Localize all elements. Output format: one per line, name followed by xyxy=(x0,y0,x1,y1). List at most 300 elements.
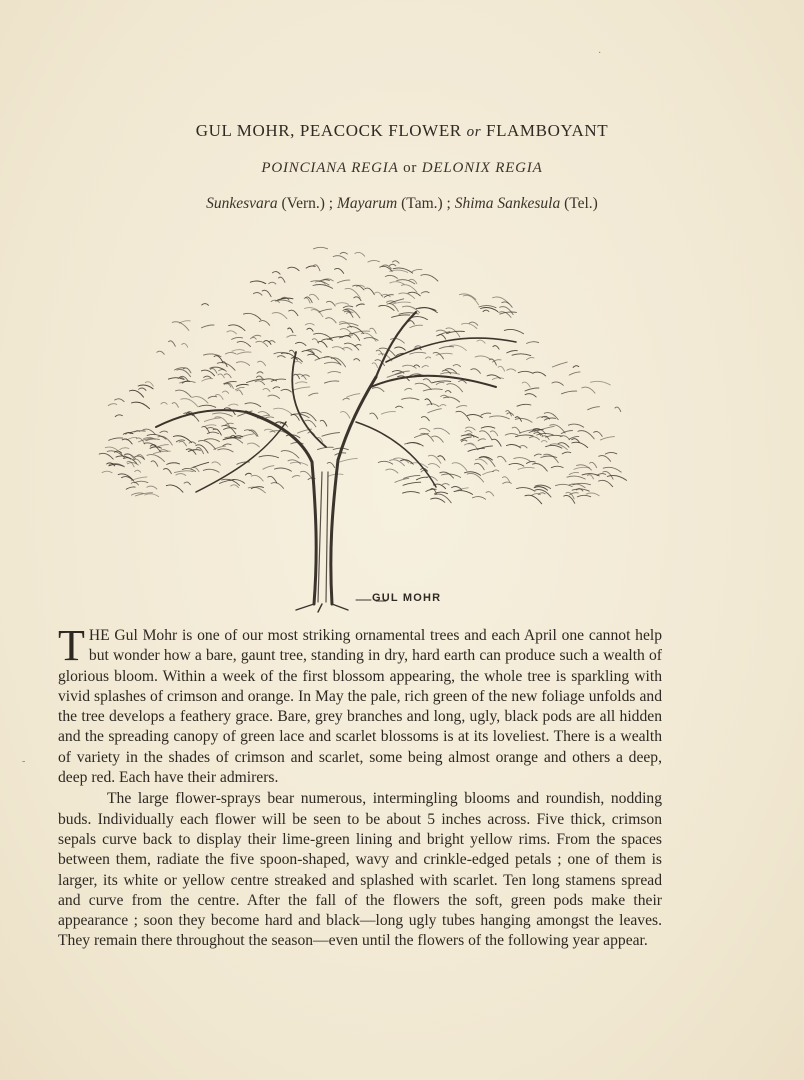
foliage-stroke xyxy=(428,409,442,413)
botanical-name xyxy=(0,160,804,177)
foliage-stroke xyxy=(402,398,419,400)
foliage-stroke xyxy=(227,331,237,334)
foliage-stroke xyxy=(99,453,113,459)
foliage-stroke xyxy=(463,295,478,304)
foliage-stroke xyxy=(393,261,400,263)
foliage-stroke xyxy=(552,382,563,385)
foliage-stroke xyxy=(304,298,310,303)
foliage-stroke xyxy=(574,467,590,469)
foliage-stroke xyxy=(599,455,611,461)
foliage-stroke xyxy=(512,427,520,433)
foliage-stroke xyxy=(475,356,490,359)
foliage-stroke xyxy=(541,440,547,442)
foliage-stroke xyxy=(232,337,243,339)
foliage-stroke xyxy=(615,407,621,412)
foliage-stroke xyxy=(308,354,320,359)
foliage-stroke xyxy=(250,281,265,284)
foliage-stroke xyxy=(461,437,472,440)
foliage-stroke xyxy=(176,390,192,397)
foliage-stroke xyxy=(403,482,421,485)
foliage-stroke xyxy=(403,492,420,494)
foliage-stroke xyxy=(337,280,349,283)
paragraph-1 xyxy=(58,621,662,788)
foliage-stroke xyxy=(414,365,420,367)
foliage-stroke xyxy=(263,466,274,470)
foliage-stroke xyxy=(423,389,442,391)
foliage-stroke xyxy=(341,412,350,419)
foliage-stroke xyxy=(296,342,307,345)
foliage-stroke xyxy=(251,337,257,339)
foliage-stroke xyxy=(251,475,263,481)
foliage-stroke xyxy=(392,315,410,317)
foliage-stroke xyxy=(411,317,427,320)
page-title xyxy=(0,121,804,141)
foliage-stroke xyxy=(340,252,347,254)
foliage-stroke xyxy=(600,437,614,440)
foliage-stroke xyxy=(333,256,346,260)
foliage-stroke xyxy=(229,404,238,406)
foliage-stroke xyxy=(328,371,341,373)
foliage-stroke xyxy=(387,301,396,303)
foliage-stroke xyxy=(306,266,315,268)
foliage-stroke xyxy=(467,473,484,482)
foliage-stroke xyxy=(204,418,220,422)
foliage-stroke xyxy=(109,438,123,440)
foliage-stroke xyxy=(533,464,548,472)
foliage-stroke xyxy=(483,471,494,474)
paragraph-2: The large flower-sprays bear numerous, intermingling blooms and roundish, nodding buds. Individually each flower will be seen to be about 5 inches across. Five thick, crimson sepals curve back to display their lime-green lining and bright yellow rims. From the spaces between them, radiate the five spoon-shaped, wavy and crinkle-edged petals ; one of them is larger, its white or yellow centre streaked and splashed with scarlet. Ten long stamens spread and curve from the centre. After the fall of the flowers the soft, green pods make their appearance ; soon they become hard and black—long ugly tubes hanging amongst the leaves. They remain there throughout the season—even until the flowers of the following year appear. xyxy=(58,790,662,950)
foliage-stroke xyxy=(135,470,141,472)
foliage-stroke xyxy=(153,451,170,454)
foliage-stroke xyxy=(157,351,165,354)
foliage-stroke xyxy=(465,431,472,433)
foliage-stroke xyxy=(439,347,453,349)
foliage-stroke xyxy=(588,407,600,410)
foliage-stroke xyxy=(258,412,269,416)
foliage-stroke xyxy=(527,462,536,464)
foliage-stroke xyxy=(428,455,441,463)
foliage-stroke xyxy=(102,471,112,473)
foliage-stroke xyxy=(288,328,293,333)
foliage-stroke xyxy=(582,387,595,393)
latin-name-1: POINCIANA REGIA xyxy=(261,160,399,176)
page-speck: · xyxy=(598,48,602,59)
foliage-stroke xyxy=(562,452,571,454)
foliage-stroke xyxy=(569,472,578,474)
foliage-stroke xyxy=(247,443,259,447)
foliage-stroke xyxy=(244,313,261,319)
foliage-stroke xyxy=(147,486,157,489)
foliage-stroke xyxy=(204,425,216,427)
title-alt: FLAMBOYANT xyxy=(486,121,609,140)
foliage-stroke xyxy=(517,404,531,406)
foliage-stroke xyxy=(368,260,380,262)
foliage-stroke xyxy=(481,427,495,429)
foliage-stroke xyxy=(196,445,208,453)
foliage-stroke xyxy=(550,425,565,433)
foliage-stroke xyxy=(180,381,196,383)
foliage-stroke xyxy=(232,350,244,352)
foliage-stroke xyxy=(139,388,146,390)
foliage-stroke xyxy=(108,404,117,406)
vern-lang-2: (Tam.) ; xyxy=(401,195,451,212)
foliage-stroke xyxy=(399,293,415,298)
foliage-stroke xyxy=(263,388,270,391)
foliage-stroke xyxy=(258,361,266,365)
title-or: or xyxy=(466,124,482,140)
foliage-stroke xyxy=(401,285,417,293)
foliage-stroke xyxy=(230,436,236,438)
foliage-stroke xyxy=(256,376,262,378)
foliage-stroke xyxy=(245,403,261,407)
foliage-stroke xyxy=(512,354,531,356)
foliage-stroke xyxy=(525,495,542,504)
foliage-stroke xyxy=(172,322,189,331)
foliage-stroke xyxy=(477,340,485,343)
vern-name-2: Mayarum xyxy=(336,195,398,212)
foliage-stroke xyxy=(262,290,271,296)
foliage-stroke xyxy=(515,418,532,422)
foliage-stroke xyxy=(378,461,392,464)
foliage-stroke xyxy=(335,268,344,273)
foliage-stroke xyxy=(590,462,597,467)
latin-or: or xyxy=(403,160,418,176)
foliage-stroke xyxy=(591,381,611,385)
foliage-stroke xyxy=(168,378,183,380)
foliage-stroke xyxy=(605,452,617,454)
foliage-stroke xyxy=(126,487,135,489)
tree-sketch-icon xyxy=(86,222,646,614)
foliage-stroke xyxy=(507,369,516,371)
foliage-stroke xyxy=(466,427,476,430)
foliage-stroke xyxy=(392,371,404,374)
vern-lang-1: (Vern.) ; xyxy=(281,195,334,212)
foliage-stroke xyxy=(288,267,299,270)
foliage-stroke xyxy=(176,474,186,476)
foliage-stroke xyxy=(160,431,168,433)
foliage-stroke xyxy=(395,347,406,350)
foliage-stroke xyxy=(164,469,172,474)
foliage-stroke xyxy=(132,402,150,409)
foliage-stroke xyxy=(414,434,428,438)
foliage-stroke xyxy=(404,476,420,479)
foliage-stroke xyxy=(166,485,183,492)
foliage-stroke xyxy=(407,442,423,446)
foliage-stroke xyxy=(277,356,285,358)
foliage-stroke xyxy=(169,341,176,346)
foliage-stroke xyxy=(269,282,276,284)
foliage-stroke xyxy=(509,463,524,466)
foliage-stroke xyxy=(421,417,429,421)
vern-name-3: Shima Sankesula xyxy=(454,195,561,212)
foliage-stroke xyxy=(370,328,376,333)
foliage-stroke xyxy=(440,404,446,406)
foliage-stroke xyxy=(192,397,208,404)
foliage-stroke xyxy=(546,445,562,448)
foliage-stroke xyxy=(326,301,335,306)
foliage-stroke xyxy=(145,494,159,497)
foliage-stroke xyxy=(481,413,491,415)
foliage-stroke xyxy=(568,424,583,427)
foliage-stroke xyxy=(427,404,439,407)
foliage-stroke xyxy=(302,375,310,377)
foliage-stroke xyxy=(525,388,539,391)
foliage-stroke xyxy=(311,309,323,316)
foliage-stroke xyxy=(480,431,492,440)
foliage-stroke xyxy=(381,412,395,415)
foliage-stroke xyxy=(131,482,138,485)
foliage-stroke xyxy=(444,397,460,402)
foliage-stroke xyxy=(385,275,397,278)
foliage-stroke xyxy=(471,369,481,374)
foliage-stroke xyxy=(490,431,497,436)
foliage-stroke xyxy=(505,434,518,436)
foliage-stroke xyxy=(272,313,287,319)
foliage-stroke xyxy=(395,478,409,482)
foliage-stroke xyxy=(552,362,567,367)
foliage-stroke xyxy=(202,379,213,382)
foliage-stroke xyxy=(551,466,563,468)
illustration-caption: GUL MOHR xyxy=(372,592,442,604)
foliage-stroke xyxy=(490,416,510,419)
foliage-stroke xyxy=(204,376,211,378)
foliage-stroke xyxy=(356,304,364,306)
foliage-stroke xyxy=(415,383,431,389)
foliage-stroke xyxy=(417,477,428,480)
foliage-stroke xyxy=(345,343,359,350)
foliage-stroke xyxy=(259,321,269,326)
foliage-stroke xyxy=(253,293,262,296)
foliage-stroke xyxy=(274,408,292,414)
foliage-stroke xyxy=(587,475,593,479)
foliage-stroke xyxy=(182,343,188,347)
foliage-stroke xyxy=(290,462,307,465)
foliage-stroke xyxy=(172,403,178,408)
foliage-stroke xyxy=(577,495,590,497)
foliage-stroke xyxy=(573,366,579,368)
page-speck: - xyxy=(22,756,26,767)
foliage-stroke xyxy=(287,335,296,337)
foliage-stroke xyxy=(507,351,518,353)
foliage-stroke xyxy=(273,387,280,389)
foliage-stroke xyxy=(115,415,122,417)
foliage-stroke xyxy=(224,374,231,378)
foliage-stroke xyxy=(386,469,398,473)
foliage-stroke xyxy=(291,414,299,420)
foliage-stroke xyxy=(474,463,484,469)
foliage-stroke xyxy=(279,277,286,282)
foliage-stroke xyxy=(223,444,231,446)
foliage-stroke xyxy=(355,252,365,256)
foliage-stroke xyxy=(237,341,250,346)
foliage-stroke xyxy=(514,458,530,462)
foliage-stroke xyxy=(268,395,280,398)
foliage-stroke xyxy=(320,420,327,426)
foliage-stroke xyxy=(493,470,499,472)
foliage-stroke xyxy=(483,310,489,312)
foliage-stroke xyxy=(478,439,485,441)
foliage-stroke xyxy=(318,447,334,449)
foliage-stroke xyxy=(253,335,261,337)
foliage-stroke xyxy=(218,374,224,378)
foliage-stroke xyxy=(256,341,268,346)
foliage-stroke xyxy=(436,382,444,384)
foliage-stroke xyxy=(421,275,438,281)
drop-cap: T xyxy=(58,621,85,670)
foliage-stroke xyxy=(522,382,530,387)
foliage-stroke xyxy=(365,288,374,295)
foliage-stroke xyxy=(245,473,251,475)
foliage-stroke xyxy=(115,399,124,402)
foliage-stroke xyxy=(294,374,300,378)
foliage-stroke xyxy=(326,318,336,323)
foliage-stroke xyxy=(189,442,196,444)
foliage-stroke xyxy=(567,476,585,479)
foliage-stroke xyxy=(445,391,451,393)
vern-name-1: Sunkesvara xyxy=(206,195,278,212)
foliage-stroke xyxy=(340,329,351,334)
foliage-stroke xyxy=(431,498,445,502)
foliage-stroke xyxy=(438,335,446,340)
foliage-stroke xyxy=(212,462,221,465)
foliage-stroke xyxy=(438,456,445,460)
foliage-stroke xyxy=(281,389,291,392)
foliage-stroke xyxy=(305,323,314,325)
foliage-stroke xyxy=(408,321,414,324)
foliage-stroke xyxy=(387,304,398,312)
foliage-stroke xyxy=(372,388,384,392)
article-body xyxy=(58,621,662,952)
foliage-stroke xyxy=(129,390,143,397)
foliage-stroke xyxy=(364,338,378,341)
foliage-stroke xyxy=(387,373,401,377)
foliage-stroke xyxy=(544,418,555,420)
foliage-stroke xyxy=(223,391,229,393)
foliage-stroke xyxy=(236,362,249,366)
foliage-stroke xyxy=(131,477,147,481)
foliage-stroke xyxy=(158,436,172,445)
foliage-stroke xyxy=(237,352,251,354)
foliage-stroke xyxy=(480,457,495,467)
foliage-stroke xyxy=(309,393,318,396)
foliage-stroke xyxy=(272,272,280,275)
foliage-stroke xyxy=(517,488,535,492)
foliage-stroke xyxy=(569,484,585,488)
vern-lang-3: (Tel.) xyxy=(564,195,598,212)
foliage-stroke xyxy=(355,345,361,347)
foliage-stroke xyxy=(174,471,193,473)
foliage-stroke xyxy=(469,322,478,325)
foliage-stroke xyxy=(473,497,486,500)
foliage-stroke xyxy=(208,396,216,398)
foliage-stroke xyxy=(468,448,484,451)
foliage-stroke xyxy=(293,387,310,390)
foliage-stroke xyxy=(193,462,209,467)
foliage-stroke xyxy=(271,483,283,489)
foliage-stroke xyxy=(167,463,180,465)
foliage-stroke xyxy=(354,359,360,361)
foliage-stroke xyxy=(255,381,264,385)
foliage-stroke xyxy=(213,413,233,416)
foliage-stroke xyxy=(498,366,505,371)
foliage-stroke xyxy=(533,372,546,376)
foliage-stroke xyxy=(259,456,279,458)
foliage-stroke xyxy=(426,357,431,359)
foliage-stroke xyxy=(275,468,292,471)
foliage-stroke xyxy=(340,458,358,462)
foliage-stroke xyxy=(184,482,190,485)
foliage-stroke xyxy=(389,264,395,266)
foliage-stroke xyxy=(218,449,233,452)
foliage-stroke xyxy=(572,439,580,443)
foliage-stroke xyxy=(390,460,405,466)
foliage-stroke xyxy=(423,379,431,383)
foliage-stroke xyxy=(532,494,541,496)
foliage-stroke xyxy=(229,325,245,331)
foliage-stroke xyxy=(607,476,626,481)
foliage-stroke xyxy=(177,369,191,376)
foliage-stroke xyxy=(527,358,535,360)
foliage-stroke xyxy=(219,369,227,371)
foliage-stroke xyxy=(450,345,467,350)
foliage-stroke xyxy=(594,432,603,437)
foliage-stroke xyxy=(225,352,235,354)
foliage-stroke xyxy=(313,284,333,288)
foliage-stroke xyxy=(224,428,236,430)
foliage-stroke xyxy=(375,292,383,297)
foliage-stroke xyxy=(504,329,523,333)
foliage-stroke xyxy=(314,247,328,249)
foliage-stroke xyxy=(322,339,333,341)
foliage-stroke xyxy=(434,428,450,434)
foliage-stroke xyxy=(486,492,494,496)
foliage-stroke xyxy=(518,467,534,469)
foliage-stroke xyxy=(123,433,133,435)
foliage-stroke xyxy=(327,462,334,467)
foliage-stroke xyxy=(237,390,243,395)
vernacular-names xyxy=(0,195,804,213)
foliage-stroke xyxy=(525,394,536,397)
foliage-stroke xyxy=(289,310,298,315)
foliage-stroke xyxy=(322,433,340,437)
foliage-stroke xyxy=(318,341,327,347)
foliage-stroke xyxy=(201,370,214,376)
foliage-stroke xyxy=(454,491,473,495)
foliage-stroke xyxy=(161,402,167,404)
foliage-stroke xyxy=(151,461,158,466)
foliage-stroke xyxy=(507,445,521,448)
foliage-stroke xyxy=(544,454,559,462)
foliage-stroke xyxy=(572,442,588,447)
foliage-stroke xyxy=(527,342,539,344)
foliage-stroke xyxy=(181,399,198,407)
title-main: GUL MOHR, PEACOCK FLOWER xyxy=(195,121,462,140)
foliage-stroke xyxy=(314,333,332,338)
foliage-stroke xyxy=(428,464,439,468)
foliage-stroke xyxy=(396,406,403,408)
foliage-stroke xyxy=(343,398,349,400)
foliage-stroke xyxy=(294,361,301,363)
foliage-stroke xyxy=(492,439,501,446)
foliage-stroke xyxy=(370,413,378,419)
foliage-stroke xyxy=(421,292,429,294)
foliage-stroke xyxy=(518,371,533,373)
foliage-stroke xyxy=(248,487,265,493)
foliage-stroke xyxy=(410,352,426,354)
foliage-stroke xyxy=(314,265,321,271)
foliage-stroke xyxy=(157,445,169,448)
foliage-stroke xyxy=(420,428,430,431)
